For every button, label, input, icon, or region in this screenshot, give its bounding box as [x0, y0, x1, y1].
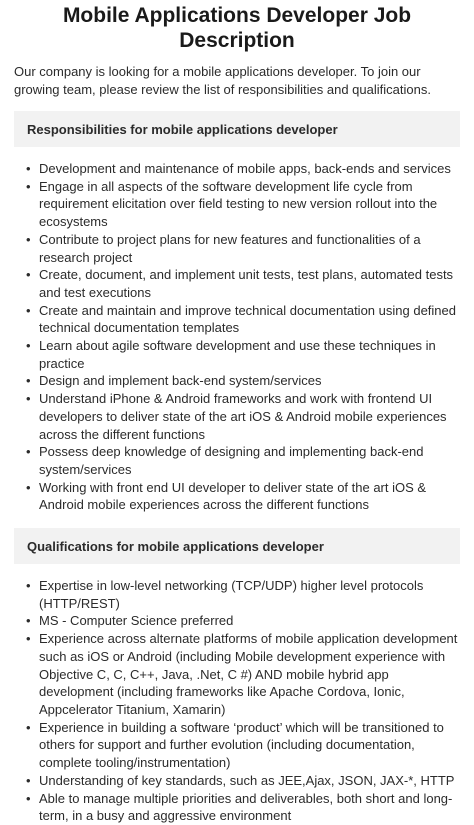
list-item [26, 266, 474, 301]
page-title: Mobile Applications Developer Job Description [62, 4, 412, 52]
list-item-text: Learn about agile software development and use these techniques in practice [39, 338, 436, 371]
list-item-text: Possess deep knowledge of designing and implementing back-end system/services [39, 444, 424, 477]
bullet-icon: • [26, 479, 31, 495]
list-item-text: Working with front end UI developer to deliver state of the art iOS & Android mobile experiences across the different functions [39, 479, 427, 513]
list-item [26, 790, 474, 825]
list-item-text: MS - Computer Science preferred [39, 613, 234, 629]
list-item [26, 231, 474, 266]
list-item [26, 178, 474, 231]
list-item-text: Experience in building a software ‘product’ which will be transitioned to others for support and further evolution (including documentation, complete tooling/instrumentation) [39, 719, 444, 771]
list-item-text: Contribute to project plans for new features and functionalities of a research project [39, 231, 421, 265]
bullet-icon: • [26, 267, 31, 283]
bullet-icon: • [26, 631, 31, 647]
bullet-icon: • [26, 444, 31, 460]
bullet-icon: • [26, 719, 31, 735]
responsibilities-heading: Responsibilities for mobile applications developer [14, 111, 460, 147]
list-item-text: Expertise in low-level networking (TCP/UDP) higher level protocols (HTTP/REST) [39, 578, 424, 611]
qualifications-heading: Qualifications for mobile applications developer [14, 528, 460, 564]
list-item [26, 577, 474, 612]
bullet-icon: • [26, 302, 31, 318]
list-item [26, 372, 474, 390]
list-item [26, 390, 474, 443]
list-item-text: Engage in all aspects of the software development life cycle from requirement elicitation over field testing to new version rollout into the ecosystems [39, 178, 438, 230]
bullet-icon: • [26, 613, 31, 629]
list-item-text: Create, document, and implement unit tests, test plans, automated tests and test executions [39, 267, 454, 300]
bullet-icon: • [26, 790, 31, 806]
bullet-icon: • [26, 231, 31, 247]
intro-paragraph: Our company is looking for a mobile applications developer. To join our growing team, please review the list of responsibilities and qualifications. [14, 64, 431, 97]
bullet-icon: • [26, 178, 31, 194]
list-item [26, 302, 474, 337]
list-item-text: Development and maintenance of mobile apps, back-ends and services [39, 161, 451, 176]
qualifications-list [0, 577, 474, 825]
bullet-icon: • [26, 338, 31, 354]
responsibilities-list [0, 160, 474, 514]
bullet-icon: • [26, 578, 31, 594]
list-item [26, 612, 474, 630]
list-item [26, 443, 474, 478]
bullet-icon: • [26, 772, 31, 788]
list-item-text: Create and maintain and improve technical documentation using defined technical documentation templates [39, 302, 456, 336]
list-item [26, 337, 474, 372]
list-item-text: Able to manage multiple priorities and deliverables, both short and long-term, in a busy and aggressive environment [39, 790, 453, 824]
list-item [26, 479, 474, 514]
list-item [26, 160, 474, 178]
list-item-text: Design and implement back-end system/services [39, 373, 322, 389]
list-item [26, 719, 474, 772]
list-item-text: Understand iPhone & Android frameworks and work with frontend UI developers to deliver state of the art iOS & Android mobile experiences across the different functions [39, 391, 447, 442]
bullet-icon: • [26, 373, 31, 389]
list-item-text: Understanding of key standards, such as JEE,Ajax, JSON, JAX-*, HTTP [39, 772, 455, 788]
list-item [26, 630, 474, 719]
list-item-text: Experience across alternate platforms of mobile application development such as iOS or Android (including Mobile development experience with Objective C, C, C++, Java, .Net, C #) AND mobile hybrid app development (including frameworks like Apache Cordova, Ionic, Appcelerator Titanium, Xamarin) [39, 631, 458, 717]
bullet-icon: • [26, 391, 31, 407]
list-item [26, 772, 474, 790]
bullet-icon: • [26, 161, 31, 176]
